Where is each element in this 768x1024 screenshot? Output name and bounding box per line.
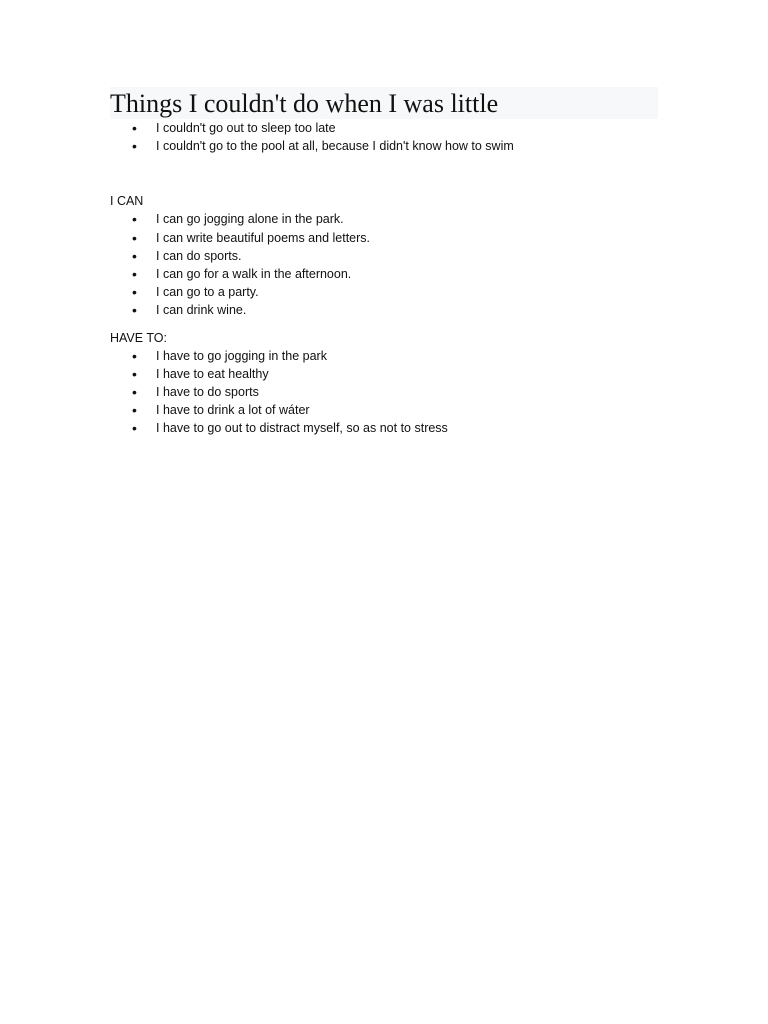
- bullet-icon: •: [132, 383, 137, 400]
- list-item: [110, 301, 658, 319]
- list-item-text: I couldn't go to the pool at all, because I didn't know how to swim: [156, 139, 514, 154]
- list-item-text: I can go to a party.: [156, 285, 259, 300]
- list-item: [110, 347, 658, 365]
- list-item: [110, 229, 658, 247]
- i-can-list: [110, 210, 658, 319]
- bullet-icon: •: [132, 347, 137, 364]
- bullet-icon: •: [132, 265, 137, 282]
- list-item: [110, 119, 658, 137]
- list-item-text: I can write beautiful poems and letters.: [156, 230, 371, 245]
- list-item-text: I can drink wine.: [156, 303, 247, 318]
- bullet-icon: •: [132, 120, 137, 136]
- bullet-icon: •: [132, 302, 137, 319]
- list-item: [110, 401, 658, 419]
- have-to-list: [110, 347, 658, 438]
- list-item-text: I can go jogging alone in the park.: [156, 212, 344, 227]
- list-item: [110, 265, 658, 283]
- bullet-icon: •: [132, 402, 137, 419]
- list-item-text: I can do sports.: [156, 248, 242, 263]
- bullet-icon: •: [132, 284, 137, 301]
- bullet-icon: •: [132, 247, 137, 264]
- couldnt-list: [110, 119, 658, 155]
- bullet-icon: •: [132, 420, 137, 437]
- list-item: [110, 383, 658, 401]
- list-item-text: I have to drink a lot of wáter: [156, 403, 310, 418]
- list-item: [110, 137, 658, 155]
- bullet-icon: •: [132, 138, 137, 155]
- list-item: [110, 247, 658, 265]
- document-title: Things I couldn't do when I was little: [110, 87, 658, 119]
- list-item: [110, 283, 658, 301]
- list-item-text: I have to go jogging in the park: [156, 348, 327, 363]
- document-page: [110, 87, 658, 437]
- list-item-text: I have to eat healthy: [156, 366, 269, 381]
- bullet-icon: •: [132, 365, 137, 382]
- section-heading-i-can: I CAN: [110, 194, 144, 209]
- section-heading-have-to: HAVE TO:: [110, 330, 167, 345]
- list-item-text: I have to go out to distract myself, so as not to stress: [156, 421, 448, 436]
- bullet-icon: •: [132, 229, 137, 246]
- bullet-icon: •: [132, 211, 137, 228]
- list-item-text: I have to do sports: [156, 384, 259, 399]
- list-item-text: I couldn't go out to sleep too late: [156, 121, 336, 135]
- list-item: [110, 210, 658, 228]
- list-item-text: I can go for a walk in the afternoon.: [156, 266, 352, 281]
- list-item: [110, 419, 658, 437]
- list-item: [110, 365, 658, 383]
